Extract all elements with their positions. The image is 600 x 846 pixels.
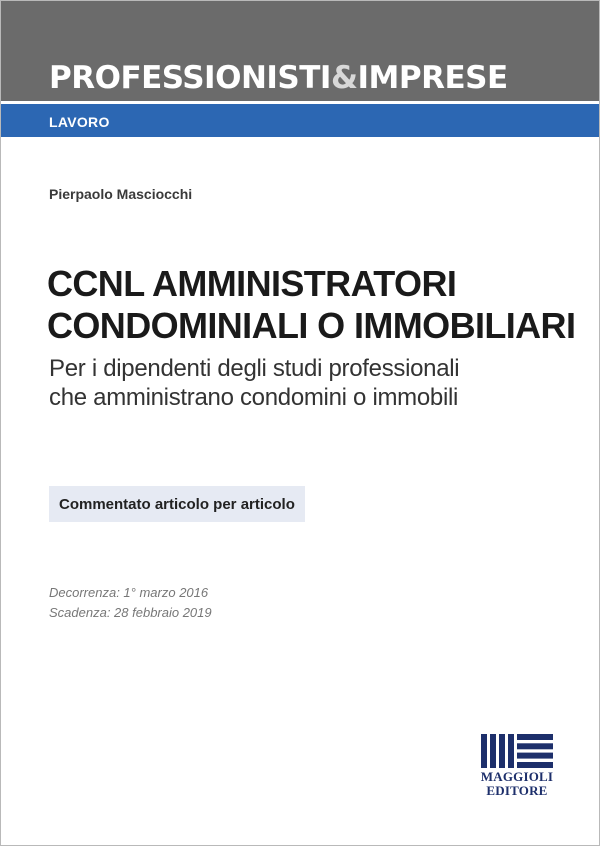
tagline-text: Commentato articolo per articolo <box>59 495 295 513</box>
publisher-logo <box>479 734 555 802</box>
validity-end: Scadenza: 28 febbraio 2019 <box>49 605 212 620</box>
maggioli-logo-icon <box>481 734 553 768</box>
series-title-part1: PROFESSIONISTI <box>49 60 331 96</box>
book-title-line: CCNL AMMINISTRATORI <box>47 263 457 304</box>
book-subtitle-line: che amministrano condomini o immobili <box>49 384 459 411</box>
book-subtitle <box>49 354 569 412</box>
publisher-name-line: MAGGIOLI <box>480 769 554 784</box>
tagline-box <box>49 486 305 522</box>
series-title-ampersand: & <box>330 60 358 96</box>
publisher-name <box>479 770 555 798</box>
book-subtitle-line: Per i dipendenti degli studi professionali <box>49 355 460 382</box>
author-name: Pierpaolo Masciocchi <box>49 186 193 202</box>
category-label: LAVORO <box>49 114 110 130</box>
validity-dates <box>49 583 212 623</box>
book-title-line: CONDOMINIALI O IMMOBILIARI <box>47 305 576 346</box>
series-title-part2: IMPRESE <box>357 60 508 96</box>
validity-start: Decorrenza: 1° marzo 2016 <box>49 585 209 600</box>
book-title <box>47 263 576 347</box>
series-title <box>49 60 508 96</box>
publisher-name-line: EDITORE <box>486 783 548 798</box>
